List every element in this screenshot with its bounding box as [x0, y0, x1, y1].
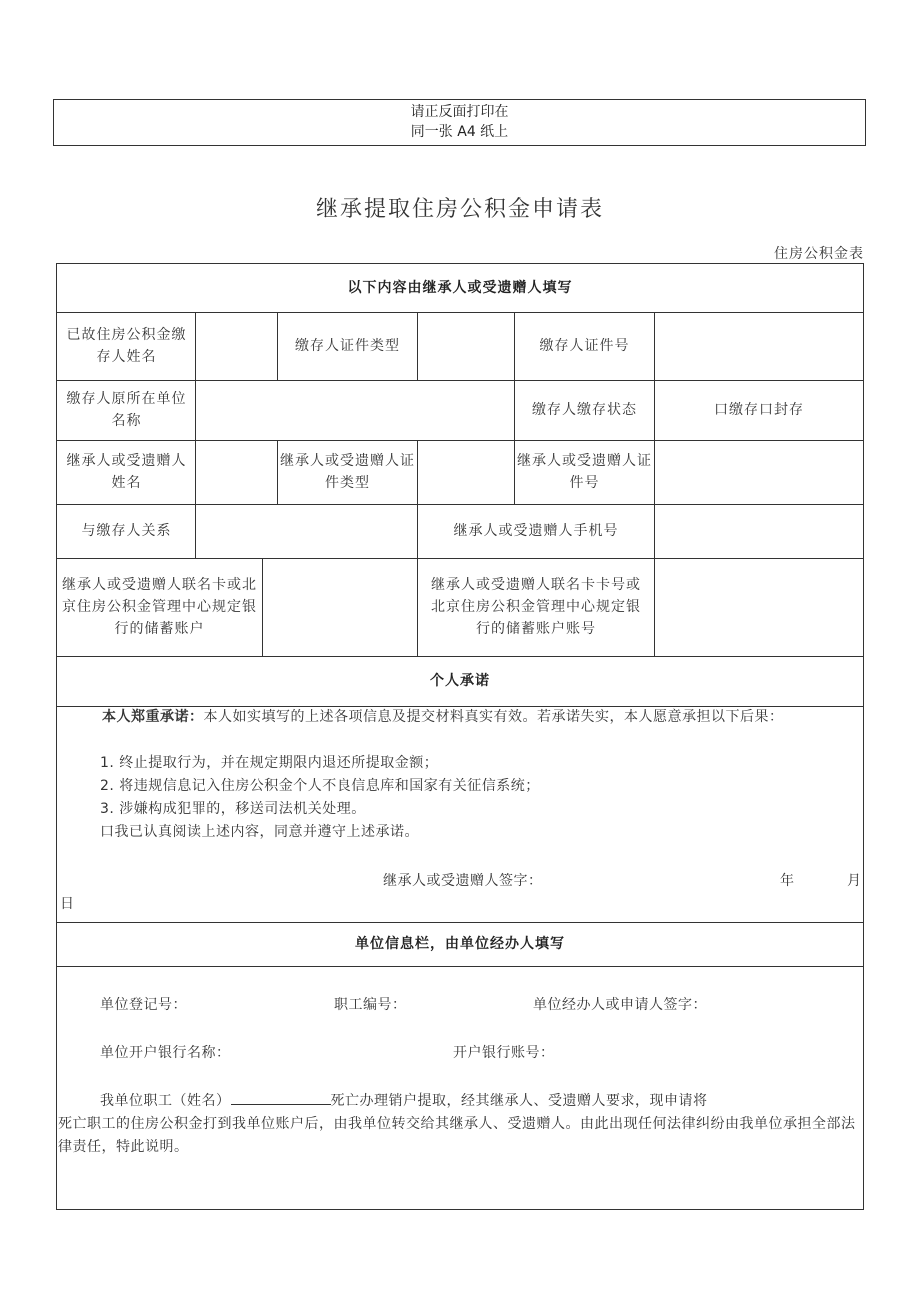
print-notice-line1: 请正反面打印在 [410, 104, 509, 120]
label-employer-bank-account: 开户银行账号： [453, 1045, 555, 1061]
statement-line-1 [100, 1090, 708, 1113]
label-relation: 与缴存人关系 [81, 523, 172, 539]
field-heir-id-number[interactable] [655, 441, 863, 503]
statement-line-2: 死亡职工的住房公积金打到我单位账户后，由我单位转交给其继承人、受遗赠人。由此出现任何法律纠纷由我单位承担全部法律责任，特此说明。 [58, 1116, 856, 1155]
label-heir-phone: 继承人或受遗赠人手机号 [453, 523, 619, 539]
label-staff-no: 职工编号： [334, 997, 407, 1013]
section-heading-applicant: 以下内容由继承人或受遗赠人填写 [347, 279, 573, 296]
label-employer: 缴存人原所在单位名称 [66, 391, 187, 429]
field-bank-card[interactable] [263, 559, 416, 655]
label-deceased-name: 已故住房公积金缴存人姓名 [66, 327, 187, 365]
label-employer-reg-no: 单位登记号： [100, 997, 187, 1013]
print-notice-box [53, 99, 866, 146]
label-heir-id-number: 继承人或受遗赠人证件号 [517, 453, 652, 491]
statement-part-a: 我单位职工（姓名） [100, 1093, 231, 1109]
section-heading-commitment: 个人承诺 [430, 673, 490, 689]
field-bank-account-number[interactable] [655, 559, 863, 655]
label-employer-bank-name: 单位开户银行名称： [100, 1045, 231, 1061]
field-employer[interactable] [196, 381, 513, 439]
commitment-confirm-checkbox[interactable]: 口我已认真阅读上述内容，同意并遵守上述承诺。 [100, 824, 419, 840]
date-year-label: 年 [780, 873, 795, 889]
date-month-label: 月 [847, 873, 862, 889]
page-title: 继承提取住房公积金申请表 [315, 197, 604, 222]
commitment-item-3: 3. 涉嫌构成犯罪的，移送司法机关处理。 [100, 801, 366, 817]
label-bank-account-number: 继承人或受遗赠人联名卡卡号或北京住房公积金管理中心规定银行的储蓄账户账号 [431, 577, 641, 637]
field-deceased-name[interactable] [196, 313, 276, 379]
label-id-number: 缴存人证件号 [539, 338, 630, 354]
section-heading-employer: 单位信息栏，由单位经办人填写 [355, 936, 565, 952]
heir-signature-label: 继承人或受遗赠人签字： [383, 873, 543, 889]
label-heir-id-type: 继承人或受遗赠人证件类型 [280, 453, 415, 491]
field-heir-id-type[interactable] [418, 441, 513, 503]
date-day-label: 日 [60, 896, 75, 912]
label-bank-card: 继承人或受遗赠人联名卡或北京住房公积金管理中心规定银行的储蓄账户 [62, 577, 257, 637]
label-handler-signature: 单位经办人或申请人签字： [533, 997, 707, 1013]
field-relation[interactable] [196, 505, 416, 557]
deposit-status-checkboxes[interactable]: 口缴存口封存 [714, 402, 804, 418]
grid-line [56, 966, 864, 967]
label-id-type: 缴存人证件类型 [295, 338, 400, 354]
field-id-number[interactable] [655, 313, 863, 379]
field-id-type[interactable] [418, 313, 513, 379]
commitment-intro-text: 本人如实填写的上述各项信息及提交材料真实有效。若承诺失实，本人愿意承担以下后果： [203, 709, 784, 725]
field-heir-name[interactable] [196, 441, 276, 503]
commitment-intro-bold: 本人郑重承诺： [102, 709, 204, 725]
label-deposit-status: 缴存人缴存状态 [532, 402, 637, 418]
field-heir-phone[interactable] [655, 505, 863, 557]
label-heir-name: 继承人或受遗赠人姓名 [66, 453, 187, 491]
commitment-item-1: 1. 终止提取行为，并在规定期限内退还所提取金额； [100, 755, 439, 771]
form-code: 住房公积金表 [774, 246, 864, 262]
commitment-intro [60, 706, 858, 729]
commitment-item-2: 2. 将违规信息记入住房公积金个人不良信息库和国家有关征信系统； [100, 778, 540, 794]
print-notice-line2: 同一张 A4 纸上 [410, 124, 509, 140]
statement-part-b: 死亡办理销户提取，经其继承人、受遗赠人要求，现申请将 [330, 1093, 708, 1109]
deceased-name-blank[interactable] [231, 1090, 331, 1105]
